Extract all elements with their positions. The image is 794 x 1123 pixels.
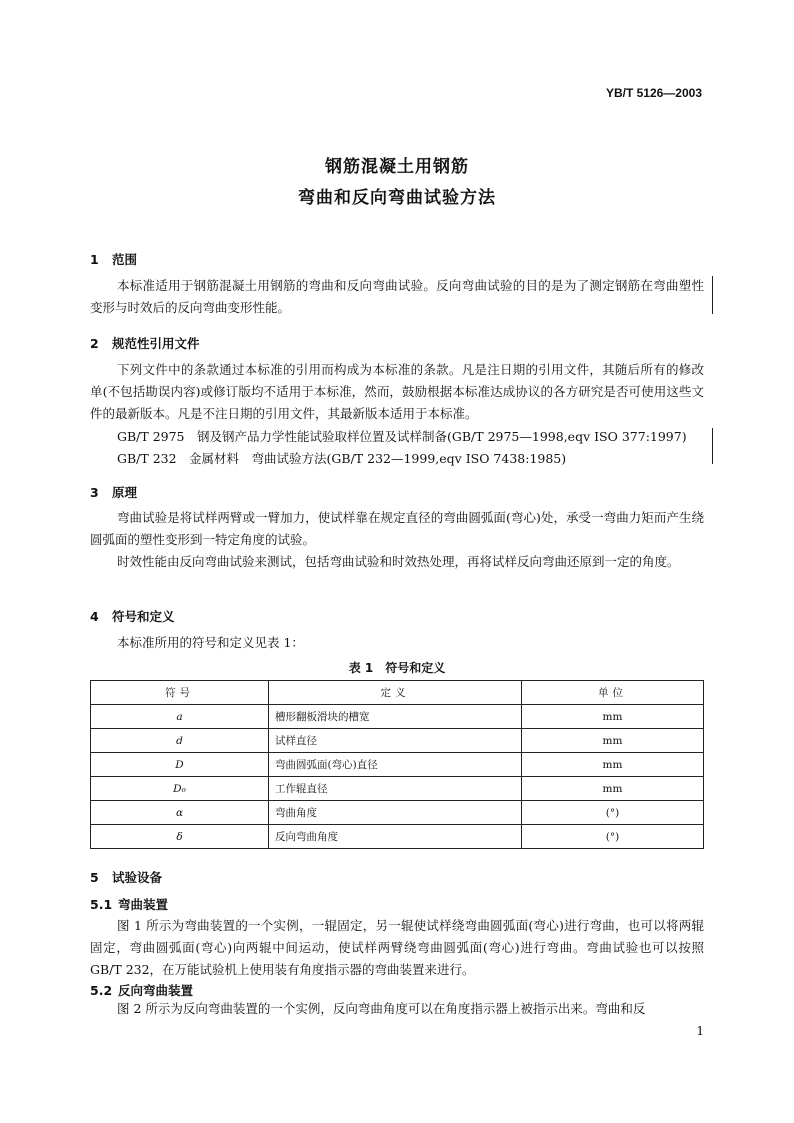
- reference-gb-t-2975: GB/T 2975 钢及钢产品力学性能试验取样位置及试样制备(GB/T 2975—1998,eqv ISO 377:1997): [117, 429, 687, 444]
- symbol-cell: D: [91, 753, 269, 777]
- unit-cell: mm: [522, 777, 704, 801]
- table-row: [91, 705, 704, 729]
- section-3-paragraph-2: 时效性能由反向弯曲试验来测试，包括弯曲试验和时效热处理，再将试样反向弯曲还原到一定的角度。: [117, 554, 680, 569]
- unit-cell: mm: [522, 753, 704, 777]
- table-row: [91, 753, 704, 777]
- section-number: 5: [90, 870, 99, 885]
- definition-cell: 反向弯曲角度: [269, 825, 522, 849]
- section-2-heading: [90, 334, 200, 352]
- symbols-table: [90, 680, 704, 849]
- section-title: 弯曲装置: [118, 897, 169, 912]
- section-number: 3: [90, 485, 99, 500]
- table-row: [91, 801, 704, 825]
- table-row: [91, 777, 704, 801]
- column-header-symbol: 符号: [91, 681, 269, 705]
- symbol-cell: δ: [91, 825, 269, 849]
- unit-cell: (°): [522, 801, 704, 825]
- definition-cell: 槽形翻板滑块的槽宽: [269, 705, 522, 729]
- reference-gb-t-232: GB/T 232 金属材料 弯曲试验方法(GB/T 232—1999,eqv ISO 7438:1985): [117, 451, 567, 466]
- section-title: 原理: [112, 485, 138, 500]
- section-number: 4: [90, 609, 99, 624]
- document-title-line1: 钢筋混凝土用钢筋: [325, 157, 469, 177]
- section-4-heading: [90, 607, 175, 625]
- table-row: [91, 729, 704, 753]
- section-number: 5.1: [90, 897, 113, 912]
- section-5-1-paragraph: 图 1 所示为弯曲装置的一个实例，一辊固定，另一辊使试样绕弯曲圆弧面(弯心)进行弯曲，也可以将两辊固定，弯曲圆弧面(弯心)向两辊中间运动，使试样两臂绕弯曲圆弧面(弯心)进行弯曲。弯曲试验也可以按照 GB/T 232，在万能试验机上使用装有角度指示器的弯曲装置来进行。: [90, 918, 704, 977]
- section-1-paragraph: 本标准适用于钢筋混凝土用钢筋的弯曲和反向弯曲试验。反向弯曲试验的目的是为了测定钢筋在弯曲塑性变形与时效后的反向弯曲变形性能。: [90, 278, 704, 315]
- section-5-2-heading: [90, 981, 193, 999]
- symbol-cell: a: [91, 705, 269, 729]
- standard-number: YB/T 5126—2003: [605, 86, 702, 100]
- table-header-row: [91, 681, 704, 705]
- table-row: [91, 825, 704, 849]
- section-5-1-heading: [90, 895, 168, 913]
- section-5-heading: [90, 868, 162, 886]
- table-caption: 表 1 符号和定义: [348, 661, 446, 675]
- symbol-cell: α: [91, 801, 269, 825]
- section-2-paragraph: 下列文件中的条款通过本标准的引用而构成为本标准的条款。凡是注日期的引用文件，其随后所有的修改单(不包括勘误内容)或修订版均不适用于本标准，然而，鼓励根据本标准达成协议的各方研究是否可使用这些文件的最新版本。凡是不注日期的引用文件，其最新版本适用于本标准。: [90, 362, 704, 421]
- section-title: 符号和定义: [112, 609, 175, 624]
- definition-cell: 工作辊直径: [269, 777, 522, 801]
- section-title: 规范性引用文件: [112, 336, 200, 351]
- unit-cell: mm: [522, 705, 704, 729]
- section-4-intro: 本标准所用的符号和定义见表 1：: [117, 635, 304, 650]
- page-number: 1: [696, 1024, 704, 1038]
- section-title: 试验设备: [112, 870, 163, 885]
- section-1-heading: [90, 250, 137, 268]
- column-header-definition: 定义: [269, 681, 522, 705]
- document-title-line2: 弯曲和反向弯曲试验方法: [298, 188, 496, 208]
- section-3-heading: [90, 483, 137, 501]
- symbol-cell: D₀: [91, 777, 269, 801]
- section-number: 2: [90, 336, 99, 351]
- section-title: 反向弯曲装置: [118, 983, 194, 998]
- section-5-2-paragraph: 图 2 所示为反向弯曲装置的一个实例，反向弯曲角度可以在角度指示器上被指示出来。弯曲和反: [117, 1001, 646, 1016]
- section-number: 1: [90, 252, 99, 267]
- change-bar: [712, 276, 713, 314]
- definition-cell: 弯曲角度: [269, 801, 522, 825]
- section-title: 范围: [112, 252, 138, 267]
- unit-cell: mm: [522, 729, 704, 753]
- section-3-paragraph-1: 弯曲试验是将试样两臂或一臂加力，使试样靠在规定直径的弯曲圆弧面(弯心)处，承受一弯曲力矩而产生绕圆弧面的塑性变形到一特定角度的试验。: [90, 510, 704, 547]
- column-header-unit: 单位: [522, 681, 704, 705]
- unit-cell: (°): [522, 825, 704, 849]
- change-bar: [712, 428, 713, 464]
- symbol-cell: d: [91, 729, 269, 753]
- section-number: 5.2: [90, 983, 113, 998]
- definition-cell: 弯曲圆弧面(弯心)直径: [269, 753, 522, 777]
- definition-cell: 试样直径: [269, 729, 522, 753]
